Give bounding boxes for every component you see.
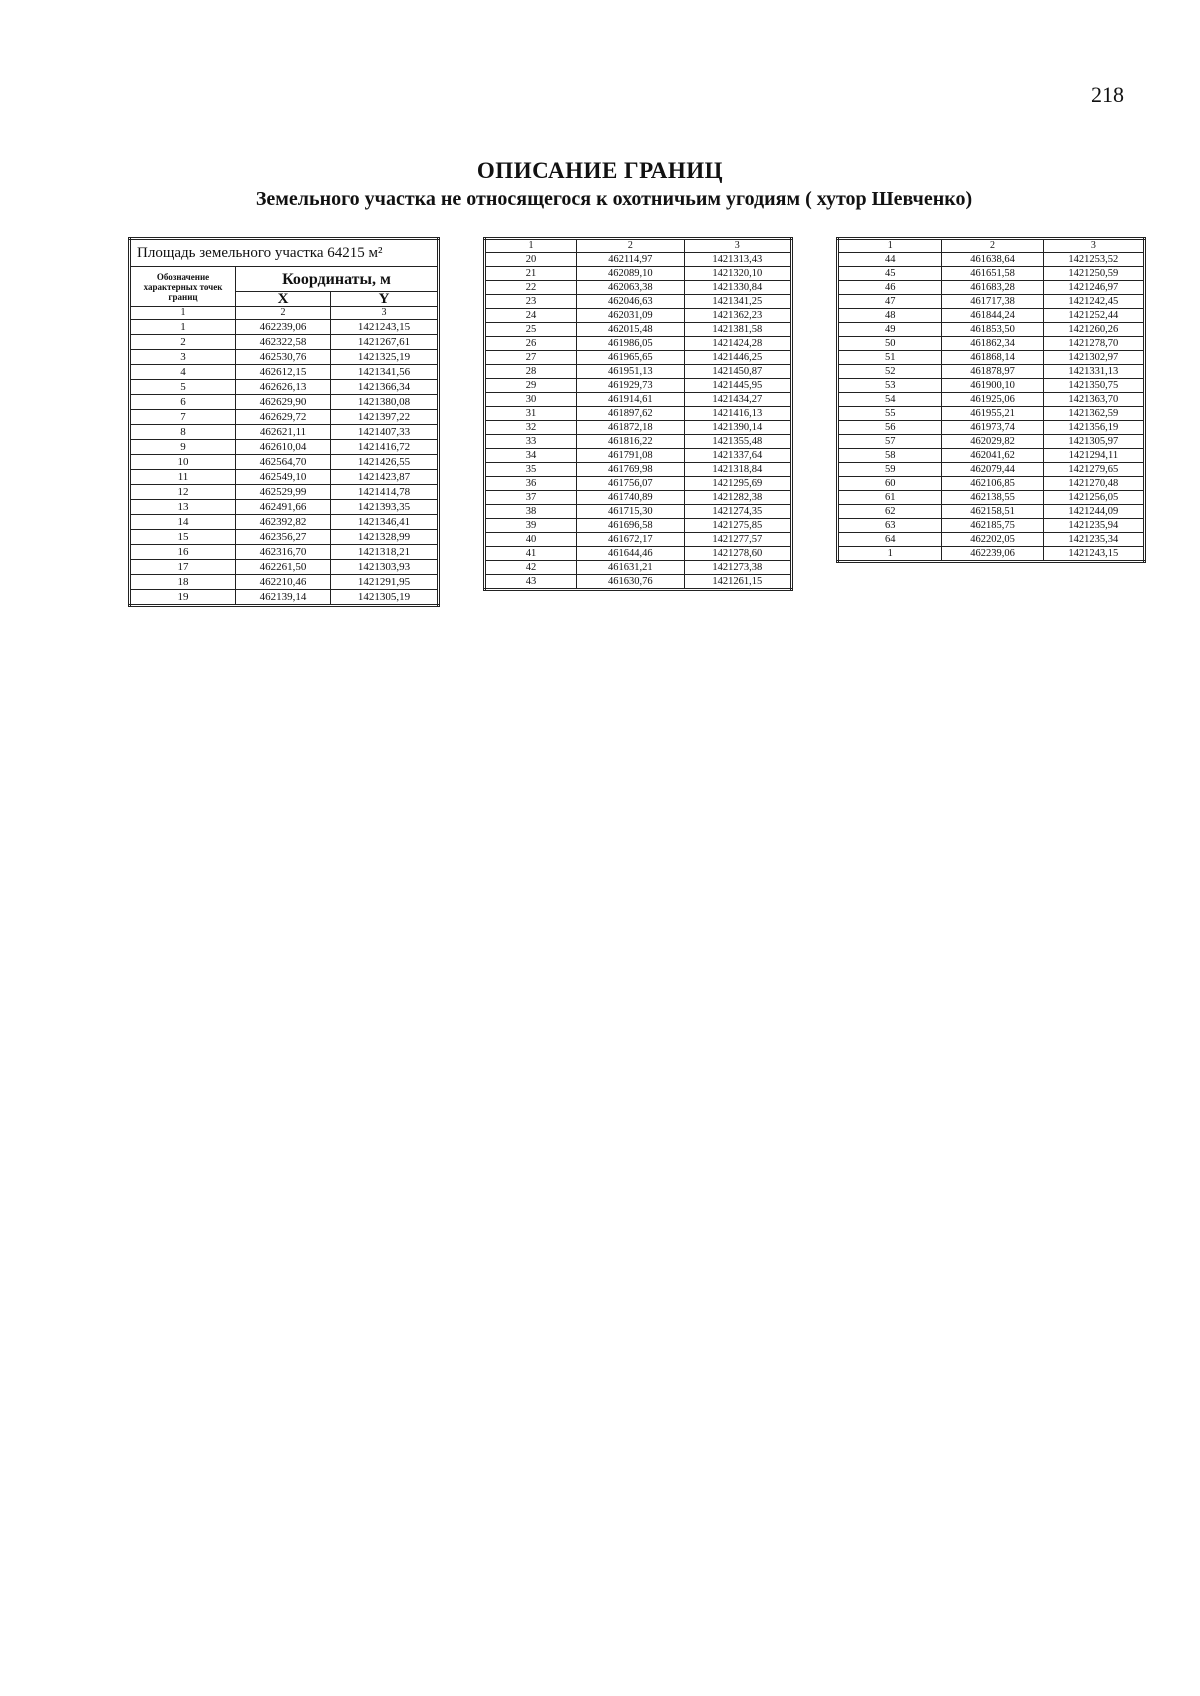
x-value: 461862,34	[942, 337, 1043, 351]
point-number: 45	[838, 267, 942, 281]
table-row	[485, 267, 792, 281]
table-row	[130, 455, 439, 470]
area-row	[130, 239, 439, 267]
point-number: 41	[485, 547, 577, 561]
point-number: 58	[838, 449, 942, 463]
y-value: 1421243,15	[1043, 547, 1144, 562]
x-value: 462529,99	[236, 485, 331, 500]
y-value: 1421362,59	[1043, 407, 1144, 421]
point-number: 18	[130, 575, 236, 590]
x-value: 461897,62	[577, 407, 684, 421]
x-value: 461683,28	[942, 281, 1043, 295]
table-row	[485, 505, 792, 519]
x-value: 461951,13	[577, 365, 684, 379]
table-row	[838, 407, 1145, 421]
y-value: 1421294,11	[1043, 449, 1144, 463]
x-value: 462261,50	[236, 560, 331, 575]
point-number: 19	[130, 590, 236, 606]
x-value: 461872,18	[577, 421, 684, 435]
point-number: 17	[130, 560, 236, 575]
y-value: 1421341,56	[331, 365, 439, 380]
table-row	[838, 253, 1145, 267]
x-value: 462185,75	[942, 519, 1043, 533]
point-number: 21	[485, 267, 577, 281]
y-value: 1421278,60	[684, 547, 791, 561]
point-number: 14	[130, 515, 236, 530]
x-value: 462063,38	[577, 281, 684, 295]
y-value: 1421445,95	[684, 379, 791, 393]
x-value: 461696,58	[577, 519, 684, 533]
table-row	[838, 323, 1145, 337]
point-number: 25	[485, 323, 577, 337]
x-value: 461973,74	[942, 421, 1043, 435]
coordinates-table-3	[836, 237, 1146, 563]
table-row	[130, 335, 439, 350]
point-number: 35	[485, 463, 577, 477]
point-number: 36	[485, 477, 577, 491]
x-value: 462621,11	[236, 425, 331, 440]
point-number: 39	[485, 519, 577, 533]
x-value: 462139,14	[236, 590, 331, 606]
table-row	[838, 491, 1145, 505]
y-value: 1421446,25	[684, 351, 791, 365]
x-value: 461816,22	[577, 435, 684, 449]
y-value: 1421318,84	[684, 463, 791, 477]
column-number-row	[485, 239, 792, 253]
table-row	[838, 337, 1145, 351]
point-number: 29	[485, 379, 577, 393]
y-value: 1421267,61	[331, 335, 439, 350]
table-row	[130, 575, 439, 590]
y-value: 1421282,38	[684, 491, 791, 505]
y-value: 1421337,64	[684, 449, 791, 463]
point-number: 61	[838, 491, 942, 505]
y-value: 1421434,27	[684, 393, 791, 407]
x-value: 461630,76	[577, 575, 684, 590]
y-value: 1421243,15	[331, 320, 439, 335]
point-number: 54	[838, 393, 942, 407]
point-number: 30	[485, 393, 577, 407]
x-value: 462629,90	[236, 395, 331, 410]
table-row	[485, 519, 792, 533]
y-value: 1421346,41	[331, 515, 439, 530]
point-number: 6	[130, 395, 236, 410]
x-value: 462239,06	[236, 320, 331, 335]
point-number: 24	[485, 309, 577, 323]
y-value: 1421250,59	[1043, 267, 1144, 281]
point-number: 62	[838, 505, 942, 519]
x-value: 462239,06	[942, 547, 1043, 562]
table-row	[838, 365, 1145, 379]
point-number: 10	[130, 455, 236, 470]
y-value: 1421341,25	[684, 295, 791, 309]
x-value: 462031,09	[577, 309, 684, 323]
table-row	[838, 519, 1145, 533]
x-value: 461955,21	[942, 407, 1043, 421]
x-value: 461929,73	[577, 379, 684, 393]
table-row	[485, 463, 792, 477]
y-value: 1421328,99	[331, 530, 439, 545]
y-value: 1421235,94	[1043, 519, 1144, 533]
coordinates-table-2	[483, 237, 793, 591]
table-row	[485, 533, 792, 547]
point-number: 42	[485, 561, 577, 575]
y-value: 1421273,38	[684, 561, 791, 575]
x-value: 462612,15	[236, 365, 331, 380]
x-header: X	[236, 292, 331, 307]
x-value: 461715,30	[577, 505, 684, 519]
y-value: 1421279,65	[1043, 463, 1144, 477]
y-value: 1421305,97	[1043, 435, 1144, 449]
x-value: 462210,46	[236, 575, 331, 590]
column-number-row	[130, 307, 439, 320]
x-value: 462029,82	[942, 435, 1043, 449]
point-number: 32	[485, 421, 577, 435]
point-number: 7	[130, 410, 236, 425]
table-row	[838, 547, 1145, 562]
y-value: 1421350,75	[1043, 379, 1144, 393]
x-value: 461717,38	[942, 295, 1043, 309]
point-number: 26	[485, 337, 577, 351]
x-value: 462079,44	[942, 463, 1043, 477]
column-number: 2	[236, 307, 331, 320]
table-row	[130, 365, 439, 380]
x-value: 461900,10	[942, 379, 1043, 393]
table-row	[838, 351, 1145, 365]
y-value: 1421246,97	[1043, 281, 1144, 295]
y-value: 1421253,52	[1043, 253, 1144, 267]
y-value: 1421325,19	[331, 350, 439, 365]
point-number: 43	[485, 575, 577, 590]
x-value: 462629,72	[236, 410, 331, 425]
point-number: 20	[485, 253, 577, 267]
table-row	[838, 379, 1145, 393]
x-value: 461853,50	[942, 323, 1043, 337]
table-row	[130, 500, 439, 515]
x-value: 461965,65	[577, 351, 684, 365]
table-row	[130, 560, 439, 575]
y-value: 1421295,69	[684, 477, 791, 491]
x-value: 461791,08	[577, 449, 684, 463]
x-value: 462491,66	[236, 500, 331, 515]
y-value: 1421244,09	[1043, 505, 1144, 519]
point-number: 33	[485, 435, 577, 449]
x-value: 461986,05	[577, 337, 684, 351]
table-row	[485, 491, 792, 505]
y-value: 1421242,45	[1043, 295, 1144, 309]
y-value: 1421380,08	[331, 395, 439, 410]
point-number: 46	[838, 281, 942, 295]
document-title: ОПИСАНИЕ ГРАНИЦ	[476, 158, 724, 183]
table-row	[130, 320, 439, 335]
x-value: 461868,14	[942, 351, 1043, 365]
x-value: 462564,70	[236, 455, 331, 470]
x-value: 462392,82	[236, 515, 331, 530]
header-row	[130, 267, 439, 292]
x-value: 462549,10	[236, 470, 331, 485]
table-row	[130, 590, 439, 606]
page-number: 218	[1091, 82, 1124, 107]
table-row	[485, 435, 792, 449]
x-value: 462158,51	[942, 505, 1043, 519]
point-number: 5	[130, 380, 236, 395]
point-number: 60	[838, 477, 942, 491]
title-block	[0, 158, 1200, 211]
point-number: 49	[838, 323, 942, 337]
column-number: 1	[130, 307, 236, 320]
x-value: 461631,21	[577, 561, 684, 575]
y-value: 1421270,48	[1043, 477, 1144, 491]
point-number: 64	[838, 533, 942, 547]
x-value: 461878,97	[942, 365, 1043, 379]
x-value: 462626,13	[236, 380, 331, 395]
x-value: 462106,85	[942, 477, 1043, 491]
point-number: 52	[838, 365, 942, 379]
x-value: 462089,10	[577, 267, 684, 281]
table-row	[838, 477, 1145, 491]
table-row	[130, 380, 439, 395]
x-value: 461638,64	[942, 253, 1043, 267]
table-row	[130, 425, 439, 440]
x-value: 461672,17	[577, 533, 684, 547]
y-value: 1421362,23	[684, 309, 791, 323]
y-value: 1421414,78	[331, 485, 439, 500]
x-value: 461769,98	[577, 463, 684, 477]
point-number: 56	[838, 421, 942, 435]
y-value: 1421397,22	[331, 410, 439, 425]
table-row	[485, 449, 792, 463]
x-value: 461740,89	[577, 491, 684, 505]
point-number: 3	[130, 350, 236, 365]
y-value: 1421366,34	[331, 380, 439, 395]
y-value: 1421235,34	[1043, 533, 1144, 547]
point-number: 47	[838, 295, 942, 309]
point-number: 13	[130, 500, 236, 515]
table-row	[485, 477, 792, 491]
point-number: 28	[485, 365, 577, 379]
y-header: Y	[331, 292, 439, 307]
coordinates-table-1	[128, 237, 440, 607]
point-number: 40	[485, 533, 577, 547]
point-number: 63	[838, 519, 942, 533]
table-row	[838, 463, 1145, 477]
column-number: 2	[942, 239, 1043, 253]
table-row	[485, 575, 792, 590]
point-number: 4	[130, 365, 236, 380]
point-number: 31	[485, 407, 577, 421]
point-number: 59	[838, 463, 942, 477]
y-value: 1421302,97	[1043, 351, 1144, 365]
x-value: 462041,62	[942, 449, 1043, 463]
y-value: 1421277,57	[684, 533, 791, 547]
table-row	[130, 410, 439, 425]
y-value: 1421275,85	[684, 519, 791, 533]
x-value: 462138,55	[942, 491, 1043, 505]
y-value: 1421424,28	[684, 337, 791, 351]
y-value: 1421331,13	[1043, 365, 1144, 379]
y-value: 1421416,13	[684, 407, 791, 421]
coordinates-header: Координаты, м	[236, 267, 439, 292]
y-value: 1421261,15	[684, 575, 791, 590]
table-row	[838, 505, 1145, 519]
table-row	[485, 253, 792, 267]
table-row	[485, 379, 792, 393]
table-row	[485, 561, 792, 575]
point-number: 37	[485, 491, 577, 505]
column-number: 3	[1043, 239, 1144, 253]
table-row	[130, 545, 439, 560]
column-number: 1	[485, 239, 577, 253]
x-value: 461914,61	[577, 393, 684, 407]
table-row	[485, 337, 792, 351]
x-value: 461756,07	[577, 477, 684, 491]
column-number: 3	[331, 307, 439, 320]
table-row	[838, 295, 1145, 309]
point-number: 2	[130, 335, 236, 350]
table-row	[130, 350, 439, 365]
y-value: 1421291,95	[331, 575, 439, 590]
point-number: 8	[130, 425, 236, 440]
point-number: 38	[485, 505, 577, 519]
table-row	[130, 395, 439, 410]
point-number: 11	[130, 470, 236, 485]
x-value: 461925,06	[942, 393, 1043, 407]
y-value: 1421305,19	[331, 590, 439, 606]
point-number: 15	[130, 530, 236, 545]
table-row	[485, 547, 792, 561]
y-value: 1421274,35	[684, 505, 791, 519]
table-row	[485, 407, 792, 421]
point-number: 22	[485, 281, 577, 295]
point-number: 50	[838, 337, 942, 351]
y-value: 1421330,84	[684, 281, 791, 295]
x-value: 462610,04	[236, 440, 331, 455]
table-row	[130, 440, 439, 455]
point-number: 12	[130, 485, 236, 500]
y-value: 1421363,70	[1043, 393, 1144, 407]
point-number: 27	[485, 351, 577, 365]
y-value: 1421416,72	[331, 440, 439, 455]
table-row	[130, 485, 439, 500]
table-row	[838, 533, 1145, 547]
designation-header: Обозначение характерных точек границ	[130, 267, 236, 307]
point-number: 16	[130, 545, 236, 560]
x-value: 461651,58	[942, 267, 1043, 281]
table-row	[838, 309, 1145, 323]
x-value: 462316,70	[236, 545, 331, 560]
y-value: 1421426,55	[331, 455, 439, 470]
column-number-row	[838, 239, 1145, 253]
point-number: 9	[130, 440, 236, 455]
x-value: 462114,97	[577, 253, 684, 267]
x-value: 462015,48	[577, 323, 684, 337]
table-row	[130, 515, 439, 530]
y-value: 1421313,43	[684, 253, 791, 267]
y-value: 1421318,21	[331, 545, 439, 560]
point-number: 55	[838, 407, 942, 421]
point-number: 57	[838, 435, 942, 449]
x-value: 462046,63	[577, 295, 684, 309]
y-value: 1421278,70	[1043, 337, 1144, 351]
table-row	[838, 435, 1145, 449]
column-number: 3	[684, 239, 791, 253]
y-value: 1421356,19	[1043, 421, 1144, 435]
table-row	[485, 421, 792, 435]
point-number: 34	[485, 449, 577, 463]
x-value: 462322,58	[236, 335, 331, 350]
x-value: 461844,24	[942, 309, 1043, 323]
y-value: 1421381,58	[684, 323, 791, 337]
x-value: 462202,05	[942, 533, 1043, 547]
y-value: 1421256,05	[1043, 491, 1144, 505]
point-number: 1	[130, 320, 236, 335]
table-row	[838, 281, 1145, 295]
x-value: 462530,76	[236, 350, 331, 365]
point-number: 53	[838, 379, 942, 393]
y-value: 1421450,87	[684, 365, 791, 379]
table-row	[485, 365, 792, 379]
table-row	[838, 421, 1145, 435]
column-number: 2	[577, 239, 684, 253]
table-row	[485, 309, 792, 323]
y-value: 1421393,35	[331, 500, 439, 515]
x-value: 461644,46	[577, 547, 684, 561]
table-row	[485, 351, 792, 365]
table-row	[485, 295, 792, 309]
table-row	[838, 393, 1145, 407]
point-number: 51	[838, 351, 942, 365]
y-value: 1421407,33	[331, 425, 439, 440]
y-value: 1421320,10	[684, 267, 791, 281]
point-number: 48	[838, 309, 942, 323]
y-value: 1421423,87	[331, 470, 439, 485]
y-value: 1421260,26	[1043, 323, 1144, 337]
table-row	[485, 281, 792, 295]
column-number: 1	[838, 239, 942, 253]
point-number: 23	[485, 295, 577, 309]
table-row	[130, 470, 439, 485]
y-value: 1421355,48	[684, 435, 791, 449]
y-value: 1421303,93	[331, 560, 439, 575]
y-value: 1421390,14	[684, 421, 791, 435]
point-number: 44	[838, 253, 942, 267]
document-subtitle: Земельного участка не относящегося к охотничьим угодиям ( хутор Шевченко)	[255, 188, 973, 210]
area-label: Площадь земельного участка 64215 м²	[130, 239, 439, 267]
table-row	[485, 393, 792, 407]
x-value: 462356,27	[236, 530, 331, 545]
table-row	[838, 449, 1145, 463]
y-value: 1421252,44	[1043, 309, 1144, 323]
point-number: 1	[838, 547, 942, 562]
table-row	[130, 530, 439, 545]
table-row	[485, 323, 792, 337]
table-row	[838, 267, 1145, 281]
